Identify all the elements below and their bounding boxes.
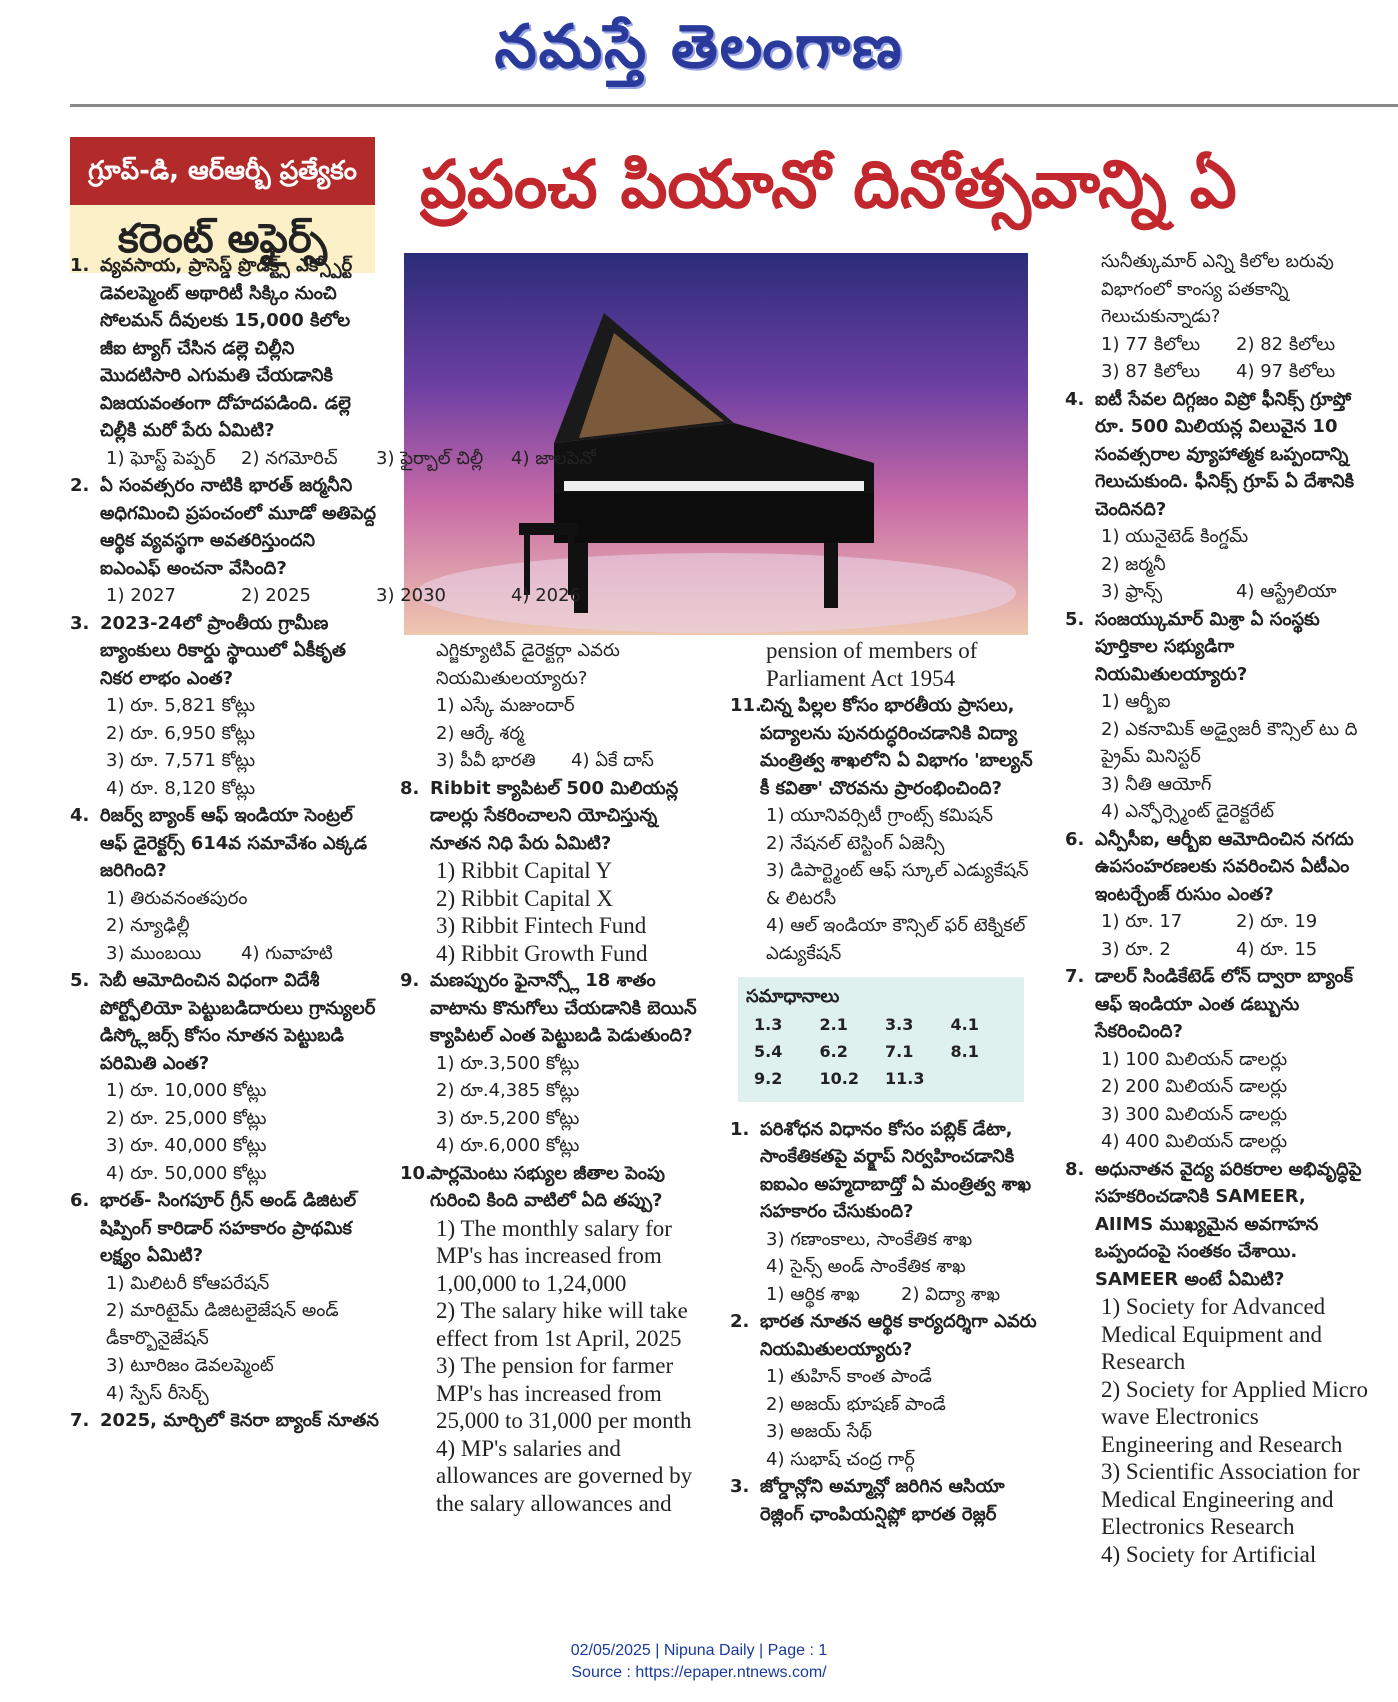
- question-number: 11.: [730, 695, 762, 716]
- question: [1065, 386, 1370, 524]
- column-4: [1065, 248, 1370, 1568]
- answer-option: 4) ఆల్ ఇండియా కౌన్సిల్ ఫర్ టెక్నికల్ ఎడ్యుకేషన్: [766, 915, 1026, 964]
- question-text: 2023-24లో ప్రాంతీయ గ్రామీణ బ్యాంకులు రికార్డు స్థాయిలో ఏకీకృత నికర లాభం ఎంత?: [100, 612, 346, 689]
- answer-option: 1) ఎస్కే మజుందార్: [436, 695, 575, 716]
- answer-option: 3) పీవీ భారతి: [436, 750, 536, 771]
- newspaper-logo: నమస్తే తెలంగాణ: [494, 12, 904, 82]
- question: [70, 967, 380, 1077]
- answer-option: 1) 77 కిలోలు: [1101, 333, 1201, 355]
- question: [1065, 606, 1370, 689]
- answer-option: 4) సైన్స్ అండ్ సాంకేతిక శాఖ: [766, 1256, 966, 1277]
- answer-option-row: [1065, 358, 1370, 386]
- question: [730, 692, 1040, 802]
- answer-option: 4) స్పేస్ రీసెర్చ్: [106, 1382, 209, 1404]
- answer-option: 1) రూ. 5,821 కోట్లు: [106, 695, 256, 716]
- question-text: Ribbit క్యాపిటల్ 500 మిలియన్ల డాలర్లు సేకరించాలని యోచిస్తున్న నూతన నిధి పేరు ఏమిటి?: [430, 777, 679, 854]
- answer-option: 3) అజయ్ సేథ్: [766, 1421, 872, 1442]
- answer-option: 4) Ribbit Growth Fund: [436, 940, 648, 966]
- question: [70, 252, 380, 445]
- question-text: వ్యవసాయ, ప్రాసెస్డ్ ప్రొడక్ట్స్ ఎక్స్పోర్ట్ డెవలప్మెంట్ అథారిటీ సిక్కిం నుంచి సోలమన్ దీవులకు 15,000 కిలోల జీఐ ట్యాగ్ చేసిన డల్లె చిల్లీని మొదటిసారి ఎగుమతి చేయడానికి విజయవంతంగా దోహదపడింది. డల్లె చిల్లీకి మరో పేరు ఏమిటి?: [100, 255, 353, 441]
- question: [400, 967, 710, 1050]
- question: [400, 775, 710, 858]
- answer-option: 4) 2026: [511, 585, 582, 606]
- answer-option: 2) The salary hike will take effect from 1st April, 2025: [436, 1298, 688, 1351]
- question: [1065, 963, 1370, 1046]
- question-text: మణప్పురం ఫైనాన్స్లో 18 శాతం వాటాను కొనుగోలు చేయడానికి బెయిన్ క్యాపిటల్ ఎంత పెట్టుబడి పెడుతుంది?: [430, 970, 697, 1046]
- answer-option: 2) రూ.4,385 కోట్లు: [436, 1080, 580, 1101]
- question-text: సంజయ్కుమార్ మిశ్రా ఏ సంస్థకు పూర్తికాల సభ్యుడిగా నియమితులయ్యారు?: [1095, 608, 1320, 685]
- answer-option: 2) 2025: [241, 585, 312, 606]
- headline: ప్రపంచ పియానో దినోత్సవాన్ని ఏ: [420, 146, 1237, 223]
- question: [70, 472, 380, 582]
- answer-option: 2) రూ. 6,950 కోట్లు: [106, 722, 256, 744]
- question-text: పరిశోధన విధానం కోసం పబ్లిక్ డేటా, సాంకేతికతపై వర్క్షాప్ నిర్వహించడానికి ఐఐఎం అహ్మదాబాద్తో ఏ మంత్రిత్వ శాఖ సహకారం చేసుకుంది?: [760, 1118, 1032, 1222]
- answer-key-item: 8.1: [950, 1041, 979, 1061]
- answer-option: 3) రూ.5,200 కోట్లు: [436, 1107, 580, 1129]
- answer-key-item: 10.2: [819, 1068, 859, 1088]
- question-number: 3.: [70, 612, 90, 634]
- question-number: 4.: [1065, 388, 1085, 410]
- question-text: భారత నూతన ఆర్థిక కార్యదర్శిగా ఎవరు నియమితులయ్యారు?: [760, 1311, 1037, 1360]
- answer-option: 3) డిపార్ట్మెంట్ ఆఫ్ స్కూల్ ఎడ్యుకేషన్ & లిటరసీ: [766, 860, 1029, 909]
- answer-option: 4) రూ. 8,120 కోట్లు: [106, 777, 256, 799]
- question-number: 4.: [70, 805, 90, 826]
- answer-option: 4) గువాహటి: [241, 942, 333, 964]
- answer-option: 3) Ribbit Fintech Fund: [436, 913, 647, 938]
- answer-option: 1) తుహిన్ కాంత పాండే: [766, 1366, 932, 1387]
- answer-option-row: [730, 1281, 1040, 1309]
- answer-key-item: 1.3: [754, 1014, 783, 1034]
- column-3: [730, 637, 1040, 1528]
- question-number: 9.: [400, 970, 420, 991]
- question-text: చిన్న పిల్లల కోసం భారతీయ ప్రాసలు, పద్యాలను పునరుద్ధరించడానికి విద్యా మంత్రిత్వ శాఖలోని ఏ విభాగం 'బాల్యన్ కీ కవితా' చొరవను ప్రారంభించింది?: [760, 695, 1033, 799]
- section-tag: గ్రూప్-డి, ఆర్ఆర్బీ ప్రత్యేకం: [70, 137, 375, 205]
- question-text: పార్లమెంటు సభ్యుల జీతాల పెంపు గురించి కింది వాటిలో ఏది తప్పు?: [430, 1162, 665, 1211]
- question-text: ఏ సంవత్సరం నాటికి భారత్ జర్మనీని అధిగమించి ప్రపంచంలో మూడో అతిపెద్ద ఆర్థిక వ్యవస్థగా అవతరిస్తుందని ఐఎంఎఫ్ అంచనా వేసింది?: [100, 475, 376, 579]
- header-rule: [70, 104, 1398, 107]
- answer-option: 2) 200 మిలియన్ డాలర్లు: [1101, 1076, 1288, 1097]
- question-text: రిజర్వ్ బ్యాంక్ ఆఫ్ ఇండియా సెంట్రల్ ఆఫ్ డైరెక్టర్స్ 614వ సమావేశం ఎక్కడ జరిగింది?: [100, 805, 368, 881]
- question-continuation: pension of members of Parliament Act 1954: [766, 638, 978, 691]
- masthead: [0, 0, 1398, 100]
- answer-option: 4) రూ.6,000 కోట్లు: [436, 1135, 580, 1156]
- answer-option: 4) Society for Artificial: [1101, 1541, 1317, 1567]
- answer-key-grid: [746, 1011, 1016, 1092]
- answer-key-item: 6.2: [819, 1041, 848, 1061]
- answer-option: 1) రూ. 17: [1101, 911, 1183, 932]
- question-number: 8.: [400, 777, 420, 799]
- answer-option: 3) 87 కిలోలు: [1101, 361, 1201, 382]
- answer-key-item: 9.2: [754, 1068, 783, 1088]
- answer-option: 3) 300 మిలియన్ డాలర్లు: [1101, 1103, 1288, 1125]
- answer-option: 1) Society for Advanced Medical Equipment and Research: [1101, 1294, 1326, 1374]
- answer-option: 3) గణాంకాలు, సాంకేతిక శాఖ: [766, 1228, 973, 1250]
- answer-option: 4) సుభాష్ చంద్ర గార్గ్: [766, 1448, 915, 1470]
- answer-option: 1) యునైటెడ్ కింగ్డమ్: [1101, 526, 1249, 547]
- answer-option: 2) Ribbit Capital X: [436, 885, 613, 911]
- answer-option-row: [1065, 578, 1370, 606]
- answer-option: 1) Ribbit Capital Y: [436, 858, 613, 883]
- answer-option: 2) ఎకనామిక్ అడ్వైజరీ కౌన్సిల్ టు ది ప్రైమ్ మినిస్టర్: [1101, 718, 1358, 767]
- question: [70, 610, 380, 693]
- question: [1065, 826, 1370, 909]
- answer-option: 1) రూ.3,500 కోట్లు: [436, 1052, 580, 1074]
- answer-option: 4) రూ. 15: [1236, 938, 1318, 960]
- answer-option: 4) MP's salaries and allowances are governed by the salary allowances and: [436, 1435, 693, 1516]
- answer-option: 4) ఆస్ట్రేలియా: [1236, 581, 1337, 602]
- answer-key-item: 3.3: [885, 1014, 914, 1034]
- answer-option: 1) ఆర్థిక శాఖ: [766, 1283, 860, 1305]
- question-text: ఎన్పీసీఐ, ఆర్బీఐ ఆమోదించిన నగదు ఉపసంహరణలకు సవరించిన ఏటీఎం ఇంటర్చేంజ్ రుసుం ఎంత?: [1095, 828, 1354, 905]
- answer-option: 1) 100 మిలియన్ డాలర్లు: [1101, 1048, 1288, 1070]
- answer-option-row: [1065, 331, 1370, 359]
- answer-option: 3) రూ. 40,000 కోట్లు: [106, 1135, 267, 1156]
- question: [70, 1407, 380, 1435]
- question-number: 2.: [730, 1311, 750, 1332]
- answer-key-item: 11.3: [885, 1068, 925, 1088]
- answer-option: 3) నీతి ఆయోగ్: [1101, 773, 1212, 795]
- answer-option: 2) మారిటైమ్ డిజిటలైజేషన్ అండ్ డీకార్బొనైజేషన్: [106, 1300, 339, 1349]
- question-text: జోర్డాన్లోని అమ్మాన్లో జరిగిన ఆసియా రెజ్లింగ్ ఛాంపియన్షిప్లో భారత రెజ్లర్: [760, 1476, 1005, 1525]
- answer-option: 1) ఘోస్ట్ పెప్పర్: [106, 447, 216, 469]
- answer-option: 2) రూ. 25,000 కోట్లు: [106, 1107, 267, 1129]
- column-2: [400, 637, 710, 1517]
- page-footer: [0, 1640, 1398, 1684]
- question-number: 5.: [70, 970, 90, 991]
- footer-date-line: 02/05/2025 | Nipuna Daily | Page : 1: [570, 1642, 828, 1659]
- answer-option: 3) ఫైర్బాల్ చిల్లీ: [376, 447, 484, 469]
- answer-option: 1) 2027: [106, 585, 177, 606]
- question: [730, 1473, 1040, 1528]
- answer-key-heading: సమాధానాలు: [746, 986, 840, 1007]
- question-continuation: సునీత్కుమార్ ఎన్ని కిలోల బరువు విభాగంలో కాంస్య పతకాన్ని గెలుచుకున్నాడు?: [1101, 251, 1334, 327]
- answer-option: 2) 82 కిలోలు: [1236, 333, 1336, 355]
- answer-option: 2) జర్మనీ: [1101, 553, 1166, 575]
- answer-option: 3) ఫ్రాన్స్: [1101, 581, 1163, 602]
- question-number: 5.: [1065, 608, 1085, 630]
- question-number: 1.: [70, 255, 90, 276]
- question-number: 8.: [1065, 1158, 1085, 1180]
- question: [730, 1308, 1040, 1363]
- question: [70, 1187, 380, 1270]
- question: [400, 1160, 710, 1215]
- answer-option-row: [70, 940, 380, 968]
- answer-option: 4) ఏకే దాస్: [571, 750, 654, 771]
- section-label: కరెంట్ అఫైర్స్: [70, 205, 375, 273]
- answer-option: 2) విద్యా శాఖ: [901, 1283, 1001, 1305]
- question-number: 7.: [70, 1410, 90, 1431]
- answer-option: 4) ఎన్ఫోర్స్మెంట్ డైరెక్టరేట్: [1101, 801, 1274, 822]
- answer-option: 1) మిలిటరీ కోఆపరేషన్: [106, 1272, 270, 1294]
- question-text: 2025, మార్చిలో కెనరా బ్యాంక్ నూతన: [100, 1410, 379, 1431]
- answer-option: 1) The monthly salary for MP's has increased from 1,00,000 to 1,24,000: [436, 1215, 672, 1296]
- answer-option-row: [70, 445, 596, 473]
- question-text: భారత్- సింగపూర్ గ్రీన్ అండ్ డిజిటల్ షిప్పింగ్ కారిడార్ సహకారం ప్రాథమిక లక్ష్యం ఏమిటి?: [100, 1190, 357, 1266]
- answer-option: 1) తిరువనంతపురం: [106, 887, 248, 909]
- answer-key: [738, 977, 1024, 1102]
- answer-option-row: [1065, 936, 1370, 964]
- answer-option: 4) జాలపెనో: [511, 447, 596, 469]
- question-number: 6.: [1065, 828, 1085, 850]
- answer-key-item: 4.1: [950, 1014, 979, 1034]
- answer-option: 2) ఆర్కే శర్మ: [436, 722, 524, 744]
- answer-option: 3) రూ. 7,571 కోట్లు: [106, 750, 256, 771]
- question-number: 10.: [400, 1162, 432, 1184]
- question-text: అధునాతన వైద్య పరికరాల అభివృద్ధిపై సహకరించడానికి SAMEER, AIIMS ముఖ్యమైన అవగాహన ఒప్పందంపై సంతకం చేశాయి. SAMEER అంటే ఏమిటి?: [1095, 1158, 1362, 1290]
- answer-key-item: 2.1: [819, 1014, 848, 1034]
- answer-option: 3) టూరిజం డెవలప్మెంట్: [106, 1355, 274, 1376]
- question-number: 3.: [730, 1476, 750, 1497]
- answer-option: 4) 400 మిలియన్ డాలర్లు: [1101, 1131, 1288, 1152]
- answer-option: 2) అజయ్ భూషణ్ పాండే: [766, 1393, 946, 1415]
- question-text: సెబీ ఆమోదించిన విధంగా విదేశీ పోర్ట్ఫోలియో పెట్టుబడిదారులు గ్రాన్యులర్ డిస్క్లోజర్స్ కోసం నూతన పెట్టుబడి పరిమితి ఎంత?: [100, 970, 376, 1074]
- answer-option: 2) Society for Applied Micro wave Electronics Engineering and Research: [1101, 1376, 1369, 1457]
- answer-key-item: 5.4: [754, 1041, 783, 1061]
- footer-source-line: Source : https://epaper.ntnews.com/: [571, 1664, 827, 1681]
- question-continuation: ఎగ్జిక్యూటివ్ డైరెక్టర్గా ఎవరు నియమితులయ్యారు?: [436, 640, 620, 689]
- answer-option: 3) Scientific Association for Medical Engineering and Electronics Research: [1101, 1459, 1360, 1539]
- answer-option: 1) ఆర్బీఐ: [1101, 691, 1171, 712]
- answer-option: 1) రూ. 10,000 కోట్లు: [106, 1080, 267, 1101]
- question: [70, 802, 380, 885]
- question-text: డాలర్ సిండికేటెడ్ లోన్ ద్వారా బ్యాంక్ ఆఫ్ ఇండియా ఎంత డబ్బును సేకరించింది?: [1095, 966, 1353, 1042]
- answer-option: 3) The pension for farmer MP's has increased from 25,000 to 31,000 per month: [436, 1353, 692, 1433]
- answer-option-row: [70, 582, 582, 610]
- question-number: 7.: [1065, 966, 1085, 987]
- answer-option-row: [1065, 908, 1370, 936]
- answer-option: 2) నగమోరిచ్: [241, 447, 338, 469]
- answer-option: 4) రూ. 50,000 కోట్లు: [106, 1162, 267, 1184]
- answer-option: 3) 2030: [376, 585, 447, 606]
- question-number: 2.: [70, 475, 90, 496]
- answer-option: 2) నేషనల్ టెస్టింగ్ ఏజెన్సీ: [766, 832, 945, 854]
- answer-option: 3) ముంబయి: [106, 942, 202, 964]
- question: [1065, 1156, 1370, 1294]
- question: [730, 1116, 1040, 1226]
- answer-option: 3) రూ. 2: [1101, 938, 1171, 960]
- answer-option: 4) 97 కిలోలు: [1236, 361, 1336, 382]
- question-number: 6.: [70, 1190, 90, 1211]
- answer-option: 2) రూ. 19: [1236, 911, 1318, 932]
- question-text: ఐటీ సేవల దిగ్గజం విప్రో ఫీనిక్స్ గ్రూప్తో రూ. 500 మిలియన్ల విలువైన 10 సంవత్సరాల వ్యూహాత్మక ఒప్పందాన్ని గెలుచుకుంది. ఫీనిక్స్ గ్రూప్ ఏ దేశానికి చెందినది?: [1095, 388, 1355, 520]
- answer-option-row: [400, 747, 710, 775]
- answer-option: 2) న్యూఢిల్లీ: [106, 915, 190, 936]
- question-number: 1.: [730, 1118, 750, 1140]
- answer-key-item: 7.1: [885, 1041, 914, 1061]
- answer-option: 1) యూనివర్సిటీ గ్రాంట్స్ కమిషన్: [766, 805, 994, 826]
